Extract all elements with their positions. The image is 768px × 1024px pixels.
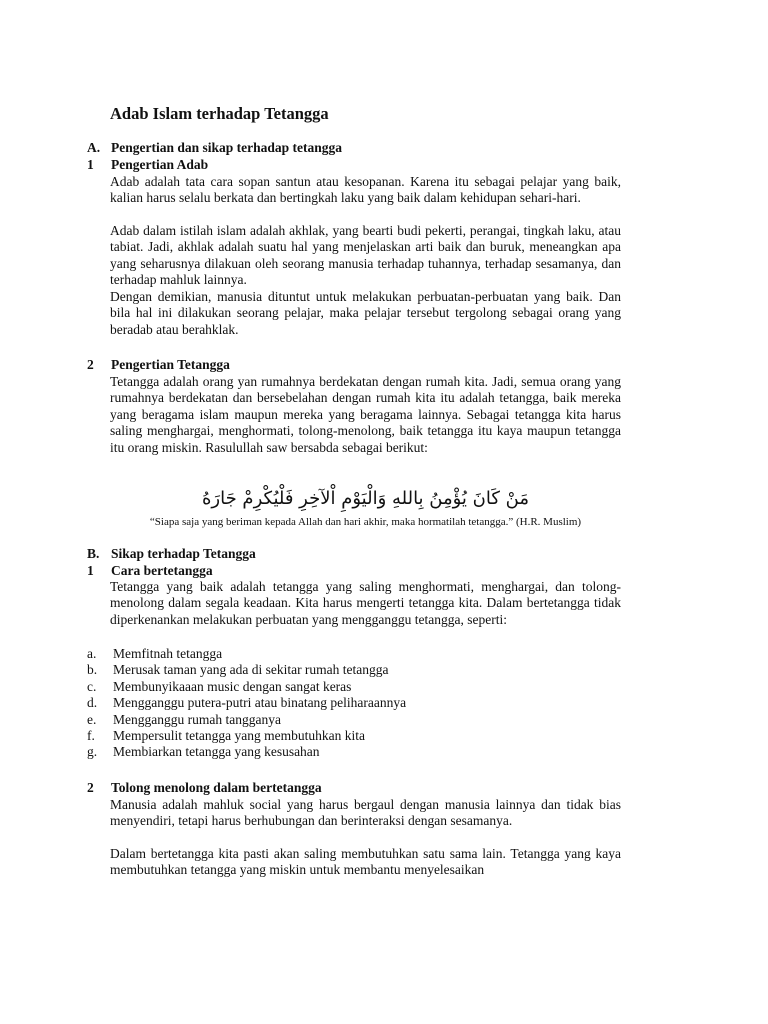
subsection-title: Pengertian Adab: [111, 157, 209, 172]
subsection-number: 1: [87, 563, 94, 578]
section-letter: A.: [87, 140, 101, 155]
section-b-heading: [87, 545, 256, 562]
hadith-arabic-text: مَنْ كَانَ يُؤْمِنُ بِاللهِ وَالْيَوْمِ اْلآخِرِ فَلْيُكْرِمْ جَارَهُ: [201, 488, 530, 509]
section-a-heading: [87, 139, 342, 156]
list-item-text: Merusak taman yang ada di sekitar rumah tetangga: [113, 662, 389, 678]
subsection-b1-heading: [87, 562, 213, 579]
subsection-title: Cara bertetangga: [111, 563, 213, 578]
list-marker: d.: [87, 695, 98, 711]
list-item-text: Membunyikaaan music dengan sangat keras: [113, 678, 352, 694]
list-item: [87, 646, 627, 662]
subsection-number: 1: [87, 157, 94, 172]
list-item-text: Memfitnah tetangga: [113, 646, 223, 661]
subsection-a2-heading: [87, 356, 230, 373]
list-item-text: Membiarkan tetangga yang kesusahan: [113, 744, 320, 760]
list-marker: c.: [87, 678, 97, 694]
list-item-text: Mempersulit tetangga yang membutuhkan kita: [113, 727, 365, 743]
paragraph: Dengan demikian, manusia dituntut untuk melakukan perbuatan-perbuatan yang baik. Dan bila hal ini dilakukan seorang pelajar, maka pelajar tersebut tergolong sebagai orang yang beradab atau berahklak.: [110, 289, 621, 337]
subsection-number: 2: [87, 780, 94, 795]
hadith-translation: “Siapa saja yang beriman kepada Allah dan hari akhir, maka hormatilah tetangga.” (H.R. Muslim): [149, 516, 582, 528]
document-title: Adab Islam terhadap Tetangga: [110, 104, 329, 123]
paragraph: Adab dalam istilah islam adalah akhlak, yang bearti budi pekerti, perangai, tingkah laku, atau tabiat. Jadi, akhlak adalah suatu hal yang menjelaskan arti baik dan buruk, meneangkan apa yang seharusnya dilakuan oleh seorang manusia terhadap tuhannya, terhadap sesamanya, dan terhadap mahluk lainnya.: [110, 223, 621, 288]
prohibited-actions-list: [87, 646, 627, 761]
section-title: Sikap terhadap Tetangga: [111, 546, 256, 561]
paragraph: Tetangga adalah orang yan rumahnya berdekatan dengan rumah kita. Jadi, semua orang yang rumahnya berdekatan dan bersebelahan dengan rumah kita itu adalah tetangga, baik mereka yang beragama islam maupun mereka yang beragama lainnya. Sebagai tetangga kita harus saling menghargai, menghormati, tolong-menolong, baik tetangga itu kaya maupun tetangga itu orang miskin. Rasulullah saw bersabda sebagai berikut:: [110, 374, 621, 455]
section-letter: B.: [87, 546, 100, 561]
paragraph: Adab adalah tata cara sopan santun atau kesopanan. Karena itu sebagai pelajar yang baik, kalian harus selalu berkata dan bertingkah laku yang baik dalam kehidupan sehari-hari.: [110, 174, 621, 206]
list-item: [87, 744, 627, 760]
paragraph: Manusia adalah mahluk social yang harus bergaul dengan manusia lainnya dan tidak bias menyendiri, tetapi harus berhubungan dan berinteraksi dengan sesamanya.: [110, 797, 621, 829]
list-marker: f.: [87, 727, 95, 743]
subsection-b2-heading: [87, 779, 322, 796]
list-item: [87, 662, 627, 678]
subsection-a1-heading: [87, 156, 208, 173]
list-item: [87, 712, 627, 728]
paragraph: Dalam bertetangga kita pasti akan saling membutuhkan satu sama lain. Tetangga yang kaya membutuhkan tetangga yang miskin untuk membantu menyelesaikan: [110, 846, 621, 878]
section-title: Pengertian dan sikap terhadap tetangga: [111, 140, 343, 155]
list-item: [87, 728, 627, 744]
list-item: [87, 695, 627, 711]
list-marker: b.: [87, 662, 98, 678]
list-item: [87, 679, 627, 695]
paragraph: Tetangga yang baik adalah tetangga yang saling menghormati, menghargai, dan tolong-menolong dalam segala keadaan. Kita harus mengerti tetangga kita. Dalam bertetangga tidak diperkenankan melakukan perbuatan yang mengganggu tetangga, seperti:: [110, 579, 621, 627]
list-item-text: Mengganggu putera-putri atau binatang peliharaannya: [113, 695, 407, 711]
subsection-number: 2: [87, 357, 94, 372]
list-marker: a.: [87, 646, 97, 661]
list-marker: e.: [87, 711, 97, 727]
list-marker: g.: [87, 744, 98, 760]
subsection-title: Tolong menolong dalam bertetangga: [111, 780, 322, 795]
subsection-title: Pengertian Tetangga: [111, 357, 230, 372]
list-item-text: Mengganggu rumah tangganya: [113, 711, 281, 727]
